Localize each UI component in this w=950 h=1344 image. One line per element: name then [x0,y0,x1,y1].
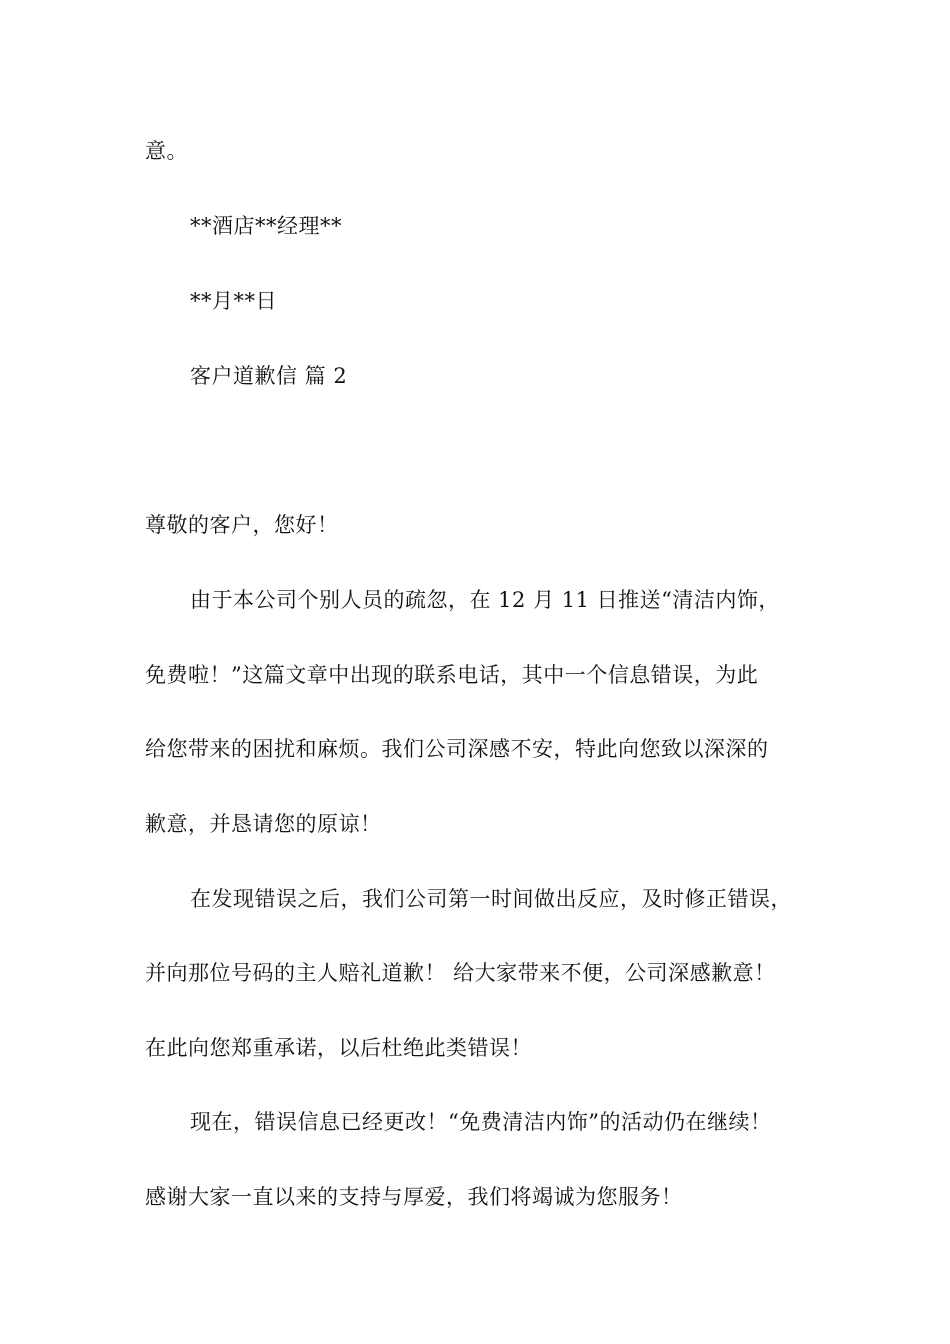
paragraph-line: 在发现错误之后，我们公司第一时间做出反应，及时修正错误， [190,887,792,911]
signature-hotel-manager: **酒店**经理** [190,214,342,238]
paragraph-line: 免费啦！”这篇文章中出现的联系电话，其中一个信息错误，为此 [145,663,759,687]
section-heading: 客户道歉信 篇 2 [190,364,348,388]
paragraph-line: 在此向您郑重承诺，以后杜绝此类错误！ [145,1036,532,1060]
paragraph-line: 给您带来的困扰和麻烦。我们公司深感不安，特此向您致以深深的 [145,737,769,761]
salutation: 尊敬的客户，您好！ [145,513,339,537]
paragraph-line: 并向那位号码的主人赔礼道歉！ 给大家带来不便，公司深感歉意！ [145,961,776,985]
paragraph-line: 意。 [145,139,188,163]
signature-date: **月**日 [190,289,277,313]
paragraph-line: 现在，错误信息已经更改！“免费清洁内饰”的活动仍在继续！ [190,1110,772,1134]
paragraph-line: 感谢大家一直以来的支持与厚爱，我们将竭诚为您服务！ [145,1185,683,1209]
paragraph-line: 歉意，并恳请您的原谅！ [145,812,382,836]
paragraph-line: 由于本公司个别人员的疏忽，在 12 月 11 日推送“清洁内饰， [190,588,780,612]
